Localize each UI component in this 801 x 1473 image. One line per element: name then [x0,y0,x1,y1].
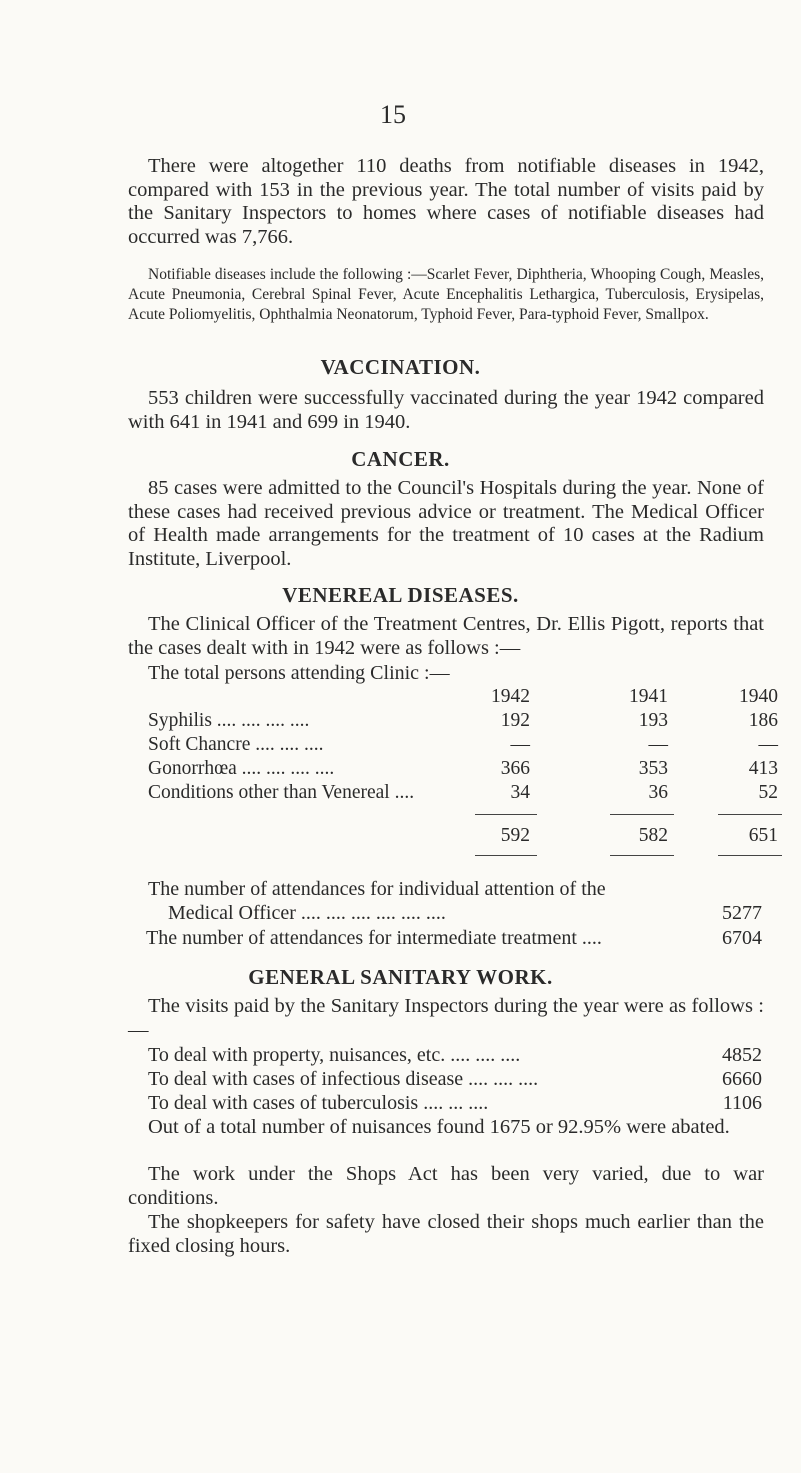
table-row [148,734,778,758]
rule [475,855,537,856]
sanitary-intro: The visits paid by the Sanitary Inspectors during the year were as follows :— [128,995,764,1041]
total-1942: 592 [500,825,530,846]
year-header: 1941 [629,686,668,707]
visit-item-value: 4852 [722,1044,762,1066]
row-label: Gonorrhœa .... .... .... .... [148,758,335,779]
cell-1941: 353 [638,758,668,779]
row-label: Syphilis .... .... .... .... [148,710,310,731]
rule [610,814,674,815]
table-row [148,758,778,782]
cell-1941: — [648,734,668,755]
page-number: 15 [380,100,406,129]
shops-act-paragraph: The work under the Shops Act has been very varied, due to war conditions. [128,1163,764,1209]
vaccination-heading: VACCINATION. [320,355,481,379]
row-label: Soft Chancre .... .... .... [148,734,324,755]
cell-1942: — [510,734,530,755]
cancer-heading: CANCER. [351,447,450,471]
total-1940: 651 [748,825,778,846]
cell-1942: 34 [510,782,530,803]
attendance-individual-label: The number of attendances for individual attention of the [148,878,606,900]
cell-1940: 52 [758,782,778,803]
visit-item-label: To deal with cases of infectious disease .... .... .... [148,1068,539,1090]
table-totals-row [148,825,778,849]
table-header-row [148,686,778,710]
table-row [148,782,778,806]
intro-paragraph: There were altogether 110 deaths from notifiable diseases in 1942, compared with 153 in the previous year. The total number of visits paid by the Sanitary Inspectors to homes where cases of notifiable diseases had occurred was 7,766. [128,155,764,248]
year-header: 1940 [739,686,778,707]
notifiable-diseases-note: Notifiable diseases include the following :—Scarlet Fever, Diphtheria, Whooping Cough, Measles, Acute Pneumonia, Cerebral Spinal Fever, Acute Encephalitis Lethargica, Tuberculosis, Erysipelas, Acute Poliomyelitis, Ophthalmia Neonatorum, Typhoid Fever, Para-typhoid Fever, Smallpox. [128,266,764,323]
cell-1941: 36 [648,782,668,803]
cell-1940: 186 [748,710,778,731]
row-label: Conditions other than Venereal .... [148,782,415,803]
year-header: 1942 [491,686,530,707]
venereal-subline: The total persons attending Clinic :— [148,662,450,684]
table-row [148,710,778,734]
vaccination-paragraph: 553 children were successfully vaccinated during the year 1942 compared with 641 in 1941 and 699 in 1940. [128,387,764,433]
rule [718,855,782,856]
visit-item-label: To deal with cases of tuberculosis .... ... .... [148,1092,489,1114]
rule [610,855,674,856]
venereal-heading: VENEREAL DISEASES. [282,583,519,607]
visit-item-value: 1106 [722,1092,762,1114]
nuisances-paragraph: Out of a total number of nuisances found 1675 or 92.95% were abated. [148,1116,730,1138]
shopkeepers-paragraph: The shopkeepers for safety have closed their shops much earlier than the fixed closing hours. [128,1211,764,1257]
attendance-intermediate-value: 6704 [722,927,762,949]
rule [718,814,782,815]
total-1941: 582 [638,825,668,846]
cell-1940: 413 [748,758,778,779]
venereal-paragraph: The Clinical Officer of the Treatment Centres, Dr. Ellis Pigott, reports that the cases dealt with in 1942 were as follows :— [128,613,764,659]
visit-item-value: 6660 [722,1068,762,1090]
visit-item-label: To deal with property, nuisances, etc. .... .... .... [148,1044,521,1066]
cell-1942: 192 [500,710,530,731]
rule [475,814,537,815]
cell-1940: — [758,734,778,755]
cell-1941: 193 [638,710,668,731]
sanitary-heading: GENERAL SANITARY WORK. [248,965,553,989]
attendance-individual-label-cont: Medical Officer .... .... .... .... .... .... [168,902,446,924]
cell-1942: 366 [500,758,530,779]
attendance-intermediate-label: The number of attendances for intermediate treatment .... [146,927,602,949]
cancer-paragraph: 85 cases were admitted to the Council's Hospitals during the year. None of these cases had received previous advice or treatment. The Medical Officer of Health made arrangements for the treatment of 10 cases at the Radium Institute, Liverpool. [128,477,764,570]
attendance-individual-value: 5277 [722,902,762,924]
